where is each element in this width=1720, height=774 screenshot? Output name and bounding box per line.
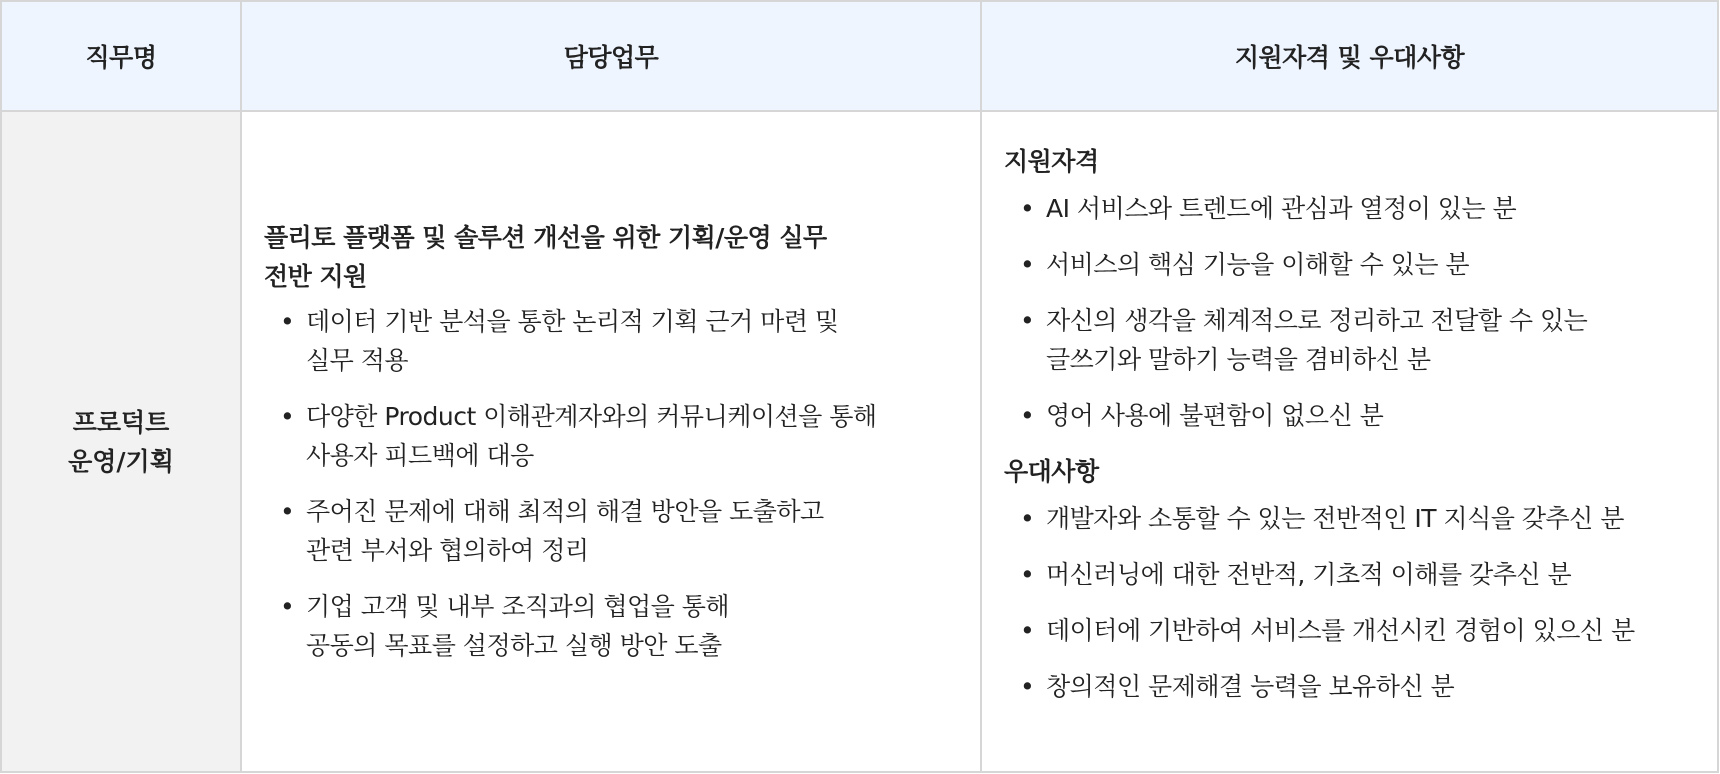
duties-cell — [242, 112, 982, 771]
preferred-title: 우대사항 — [1004, 457, 1099, 486]
preferred-item: • 창의적인 문제해결 능력을 보유하신 분 — [1004, 667, 1707, 706]
qualification-item: • AI 서비스와 트렌드에 관심과 열정이 있는 분 — [1004, 189, 1707, 228]
role-name: 프로덕트 운영/기획 — [2, 112, 242, 771]
qualifications-cell — [982, 112, 1717, 771]
qualifications-title: 지원자격 — [1004, 147, 1099, 176]
duty-item: • 기업 고객 및 내부 조직과의 협업을 통해 공동의 목표를 설정하고 실행 방안 도출 — [264, 587, 960, 665]
preferred-item: • 개발자와 소통할 수 있는 전반적인 IT 지식을 갖추신 분 — [1004, 499, 1707, 538]
preferred-item: • 머신러닝에 대한 전반적, 기초적 이해를 갖추신 분 — [1004, 555, 1707, 594]
duty-item: • 다양한 Product 이해관계자와의 커뮤니케이션을 통해 사용자 피드백에 대응 — [264, 397, 960, 475]
qualification-item: • 영어 사용에 불편함이 없으신 분 — [1004, 396, 1707, 435]
duties-title: 플리토 플랫폼 및 솔루션 개선을 위한 기획/운영 실무 전반 지원 — [264, 223, 827, 291]
qualification-item: • 서비스의 핵심 기능을 이해할 수 있는 분 — [1004, 245, 1707, 284]
header-job-title: 직무명 — [2, 2, 242, 112]
header-duties: 담당업무 — [242, 2, 982, 112]
preferred-item: • 데이터에 기반하여 서비스를 개선시킨 경험이 있으신 분 — [1004, 611, 1707, 650]
duty-item: • 데이터 기반 분석을 통한 논리적 기획 근거 마련 및 실무 적용 — [264, 302, 960, 380]
duties-list — [264, 302, 960, 665]
qualification-item: • 자신의 생각을 체계적으로 정리하고 전달할 수 있는 글쓰기와 말하기 능력을 겸비하신 분 — [1004, 301, 1707, 379]
header-qualifications: 지원자격 및 우대사항 — [982, 2, 1717, 112]
duty-item: • 주어진 문제에 대해 최적의 해결 방안을 도출하고 관련 부서와 협의하여 정리 — [264, 492, 960, 570]
qualifications-list — [1004, 189, 1707, 435]
preferred-list — [1004, 499, 1707, 706]
